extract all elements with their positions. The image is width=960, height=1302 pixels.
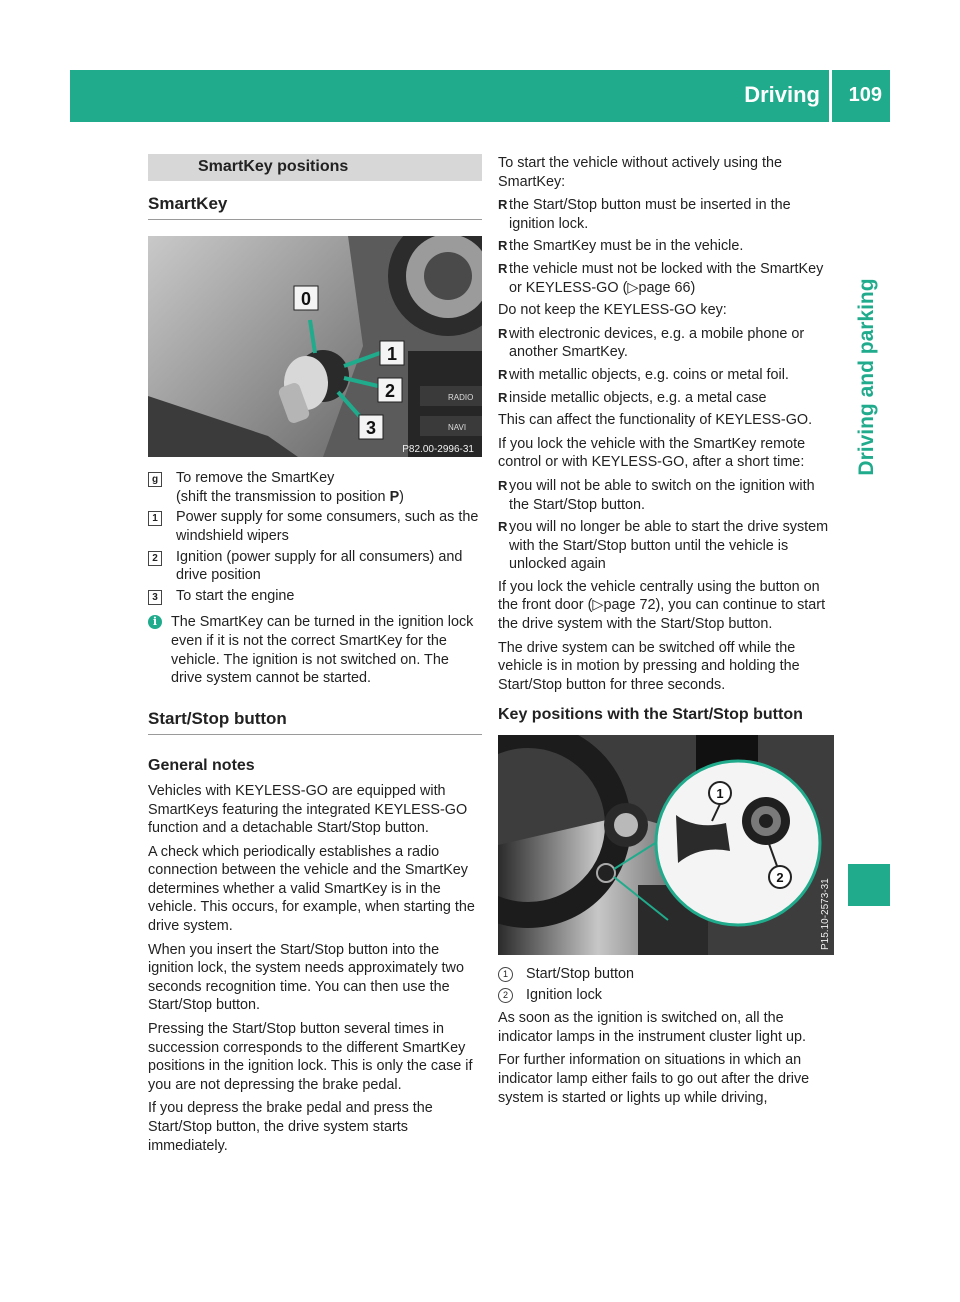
bullet-list: [498, 477, 834, 574]
paragraph: If you lock the vehicle centrally using the button on the front door (▷page 72), you can continue to start the drive system with the Start/Stop button.: [498, 578, 826, 633]
legend-marker: 1: [148, 511, 162, 526]
paragraph: The drive system can be switched off while the vehicle is in motion by pressing and holding the Start/Stop button for three seconds.: [498, 639, 800, 693]
legend-item-1: [148, 508, 482, 545]
start-stop-illustration: [498, 735, 834, 955]
page-number: 109: [848, 84, 882, 106]
page-ref-link[interactable]: page 72: [603, 597, 656, 614]
list-item: R the vehicle must not be locked with the SmartKey or KEYLESS-GO (▷page 66): [498, 260, 834, 297]
page-ref-link[interactable]: page 66: [638, 279, 691, 296]
list-item: R with electronic devices, e.g. a mobile phone or another SmartKey.: [498, 325, 834, 362]
info-note: [148, 613, 482, 687]
callout-3: 3: [365, 418, 377, 439]
page-header: [70, 70, 890, 122]
legend-text: To start the engine: [176, 587, 295, 604]
smartkey-heading: SmartKey: [148, 195, 482, 221]
paragraph: To start the vehicle without actively using the SmartKey:: [498, 155, 782, 190]
legend-marker: 3: [148, 590, 162, 605]
start-stop-heading: Start/Stop button: [148, 710, 482, 736]
legend-text: To remove the SmartKey: [176, 470, 335, 487]
callout-2: 2: [776, 870, 784, 886]
start-stop-photo: [498, 735, 834, 955]
general-notes-heading: General notes: [148, 757, 255, 775]
section-title: Driving: [744, 82, 820, 107]
figure-code: P82.00-2996-31: [402, 444, 474, 456]
list-item: R inside metallic objects, e.g. a metal case: [498, 389, 834, 408]
callout-0: 0: [300, 289, 312, 310]
list-item: R with metallic objects, e.g. coins or metal foil.: [498, 366, 834, 385]
legend-text: Power supply for some consumers, such as the windshield wipers: [176, 509, 479, 544]
legend-text: Ignition lock: [526, 986, 602, 1003]
paragraph: If you depress the brake pedal and press the Start/Stop button, the drive system starts immediately.: [148, 1100, 433, 1154]
callout-1: 1: [716, 786, 724, 802]
paragraph: This can affect the functionality of KEYLESS-GO.: [498, 412, 813, 429]
ignition-lock-illustration: [148, 236, 482, 457]
paragraph: A check which periodically establishes a radio connection between the vehicle and the SmartKey determines whether a valid SmartKey is in the vehicle. This occurs, for example, when starting the drive system.: [148, 843, 475, 935]
ignition-lock-photo: [148, 236, 482, 457]
legend-marker: 2: [148, 551, 162, 566]
legend-item-2: [148, 548, 482, 585]
list-item: R the Start/Stop button must be inserted in the ignition lock.: [498, 196, 834, 233]
paragraph: Do not keep the KEYLESS-GO key:: [498, 302, 727, 319]
navi-label: NAVI: [448, 423, 467, 433]
paragraph: As soon as the ignition is switched on, all the indicator lamps in the instrument cluster light up.: [498, 1010, 806, 1045]
legend-text-note: (shift the transmission to position P): [176, 488, 404, 505]
legend-text: Start/Stop button: [526, 966, 635, 983]
figure-code: P15.10-2573-31: [820, 878, 831, 951]
page-ref-arrow-icon: ▷: [627, 279, 639, 296]
side-marker: [848, 864, 890, 906]
legend-marker: 1: [498, 967, 513, 982]
right-column: [498, 154, 834, 1112]
paragraph: If you lock the vehicle with the SmartKey remote control or with KEYLESS-GO, after a short time:: [498, 435, 806, 471]
list-item: R you will no longer be able to start the drive system with the Start/Stop button until the vehicle is unlocked again: [498, 518, 834, 574]
legend-item-0: [148, 469, 482, 506]
bullet-list: [498, 196, 834, 297]
legend-marker: g: [148, 472, 162, 487]
legend-item-3: [148, 587, 482, 606]
list-item: R you will not be able to switch on the ignition with the Start/Stop button.: [498, 477, 834, 514]
callout-2: 2: [384, 381, 396, 402]
bullet-list: [498, 325, 834, 407]
header-separator: [829, 70, 832, 122]
info-icon: i: [148, 615, 162, 629]
left-column: [148, 154, 482, 1160]
paragraph: For further information on situations in which an indicator lamp either fails to go out after the drive system is started or lights up while driving,: [498, 1052, 810, 1106]
legend-item-start-stop: [498, 965, 834, 984]
legend-text: Ignition (power supply for all consumers) and drive position: [176, 548, 463, 584]
key-positions-heading: Key positions with the Start/Stop button: [498, 706, 803, 724]
side-tab: [844, 142, 890, 612]
list-item: R the SmartKey must be in the vehicle.: [498, 237, 834, 256]
side-tab-label: Driving and parking: [855, 278, 878, 476]
legend-item-ignition-lock: [498, 986, 834, 1005]
position-p: P: [389, 488, 400, 505]
paragraph: Vehicles with KEYLESS-GO are equipped with SmartKeys featuring the integrated KEYLESS-GO function and a detachable Start/Stop button.: [148, 782, 468, 837]
section-heading: SmartKey positions: [148, 154, 482, 181]
paragraph: When you insert the Start/Stop button into the ignition lock, the system needs approximately two seconds recognition time. You can then use the Start/Stop button.: [148, 941, 464, 1014]
callout-1: 1: [386, 344, 398, 365]
info-text: The SmartKey can be turned in the ignition lock even if it is not the correct SmartKey for the vehicle. The ignition is not switched on. The drive system cannot be started.: [171, 614, 474, 687]
paragraph: Pressing the Start/Stop button several times in succession corresponds to the different SmartKey positions in the ignition lock. This is only the case if you are not depressing the brake pedal.: [148, 1021, 473, 1093]
legend-marker: 2: [498, 988, 513, 1003]
page-ref-arrow-icon: ▷: [592, 597, 604, 614]
radio-label: RADIO: [448, 393, 474, 403]
